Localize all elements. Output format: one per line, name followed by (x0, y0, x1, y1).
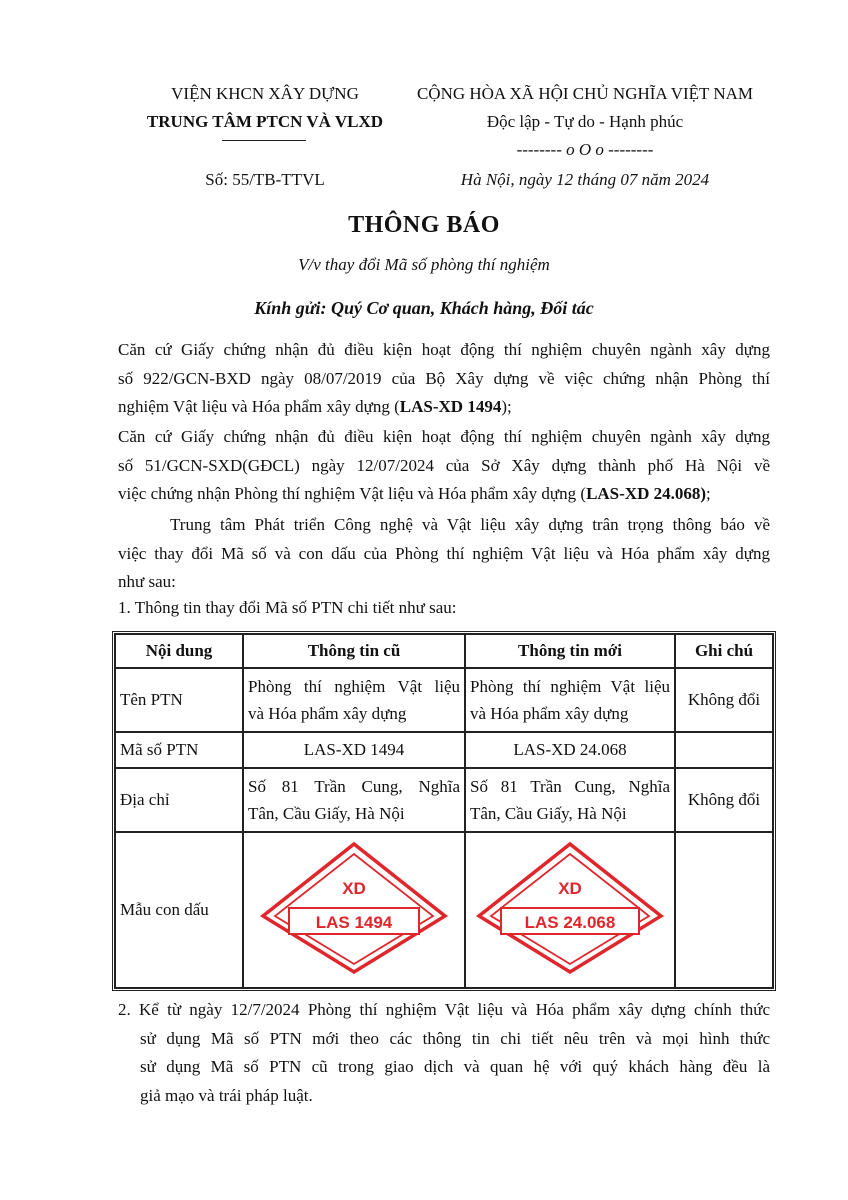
new-value: LAS-XD 24.068 (465, 732, 675, 768)
paragraph-line (118, 393, 770, 422)
old-stamp-image (259, 840, 449, 976)
section-2 (118, 996, 770, 1110)
lab-code-old: LAS-XD 1494 (399, 397, 502, 416)
cell-line: Tân, Cầu Giấy, Hà Nội (470, 804, 627, 823)
row-label: Mã số PTN (115, 732, 243, 768)
cell-line: Số 81 Trần Cung, Nghĩa (470, 777, 670, 796)
paragraph-text: ; (706, 484, 711, 503)
document-date: Hà Nội, ngày 12 tháng 07 năm 2024 (460, 170, 710, 189)
announcement-paragraph (118, 511, 770, 597)
col-header-old: Thông tin cũ (243, 634, 465, 668)
greeting: Kính gửi: Quý Cơ quan, Khách hàng, Đối tác (254, 298, 594, 318)
cell-line: và Hóa phẩm xây dựng (248, 704, 407, 723)
paragraph-text: việc chứng nhận Phòng thí nghiệm Vật liệu và Hóa phẩm xây dựng ( (118, 484, 587, 503)
paragraph-line: như sau: (118, 572, 176, 591)
note-value (675, 832, 773, 988)
new-value (465, 668, 675, 732)
legal-basis-2 (118, 423, 770, 509)
new-stamp-cell (465, 832, 675, 988)
paragraph-line: số 51/GCN-SXD(GĐCL) ngày 12/07/2024 của Sở Xây dựng thành phố Hà Nội về (118, 455, 770, 475)
change-info-table (112, 631, 776, 991)
agency-name: VIỆN KHCN XÂY DỰNG (171, 84, 359, 103)
old-value: LAS-XD 1494 (243, 732, 465, 768)
header-divider (222, 140, 306, 141)
paragraph-line: số 922/GCN-BXD ngày 08/07/2019 của Bộ Xây dựng về việc chứng nhận Phòng thí (118, 368, 770, 388)
note-value: Không đổi (675, 768, 773, 832)
paragraph-line: Trung tâm Phát triển Công nghệ và Vật liệu xây dựng trân trọng thông báo về (170, 515, 770, 534)
old-value (243, 668, 465, 732)
paragraph-line: việc thay đổi Mã số và con dấu của Phòng thí nghiệm Vật liệu và Hóa phẩm xây dựng (118, 543, 770, 563)
table-row (115, 768, 773, 832)
old-stamp-cell (243, 832, 465, 988)
new-stamp-image (475, 840, 665, 976)
center-name: TRUNG TÂM PTCN VÀ VLXD (146, 112, 384, 131)
paragraph-text: ); (501, 397, 512, 416)
paragraph-line: sử dụng Mã số PTN mới theo các thông tin chi tiết nêu trên và mọi hình thức (140, 1028, 770, 1048)
motto-separator: -------- o O o -------- (516, 140, 654, 159)
col-header-content: Nội dung (115, 634, 243, 668)
row-label: Tên PTN (115, 668, 243, 732)
note-value (675, 732, 773, 768)
lab-code-new: LAS-XD 24.068) (586, 484, 707, 503)
table-row (115, 668, 773, 732)
stamp-code-text: LAS 24.068 (524, 912, 616, 932)
paragraph-line: giả mạo và trái pháp luật. (140, 1085, 313, 1105)
paragraph-line: Căn cứ Giấy chứng nhận đủ điều kiện hoạt động thí nghiệm chuyên ngành xây dựng (118, 427, 770, 446)
table-row (115, 732, 773, 768)
cell-line: và Hóa phẩm xây dựng (470, 704, 629, 723)
paragraph-text: nghiệm Vật liệu và Hóa phẩm xây dựng ( (118, 397, 400, 416)
cell-line: Số 81 Trần Cung, Nghĩa (248, 777, 460, 796)
cell-line: Phòng thí nghiệm Vật liệu (470, 677, 670, 696)
cell-line: Phòng thí nghiệm Vật liệu (248, 677, 460, 696)
document-title: THÔNG BÁO (348, 212, 500, 238)
cell-line: Tân, Cầu Giấy, Hà Nội (248, 804, 405, 823)
paragraph-line: Căn cứ Giấy chứng nhận đủ điều kiện hoạt động thí nghiệm chuyên ngành xây dựng (118, 340, 770, 359)
new-value (465, 768, 675, 832)
row-label: Địa chỉ (115, 768, 243, 832)
col-header-new: Thông tin mới (465, 634, 675, 668)
paragraph-line (118, 480, 770, 509)
col-header-note: Ghi chú (675, 634, 773, 668)
row-label: Mẫu con dấu (115, 832, 243, 988)
table-header-row (115, 634, 773, 668)
note-value: Không đổi (675, 668, 773, 732)
country-name: CỘNG HÒA XÃ HỘI CHỦ NGHĨA VIỆT NAM (416, 84, 754, 103)
section-1-heading: 1. Thông tin thay đổi Mã số PTN chi tiết như sau: (118, 598, 457, 617)
paragraph-line: 2. Kể từ ngày 12/7/2024 Phòng thí nghiệm Vật liệu và Hóa phẩm xây dựng chính thức (118, 1000, 770, 1019)
document-subtitle: V/v thay đổi Mã số phòng thí nghiệm (298, 255, 550, 274)
legal-basis-1 (118, 336, 770, 422)
national-motto: Độc lập - Tự do - Hạnh phúc (486, 112, 684, 131)
stamp-code-text: LAS 1494 (315, 912, 393, 932)
stamp-top-text: XD (558, 878, 582, 898)
stamp-top-text: XD (342, 878, 366, 898)
document-number: Số: 55/TB-TTVL (205, 170, 325, 189)
old-value (243, 768, 465, 832)
table-row (115, 832, 773, 988)
paragraph-line: sử dụng Mã số PTN cũ trong giao dịch và quan hệ với quý khách hàng đều là (140, 1057, 770, 1076)
